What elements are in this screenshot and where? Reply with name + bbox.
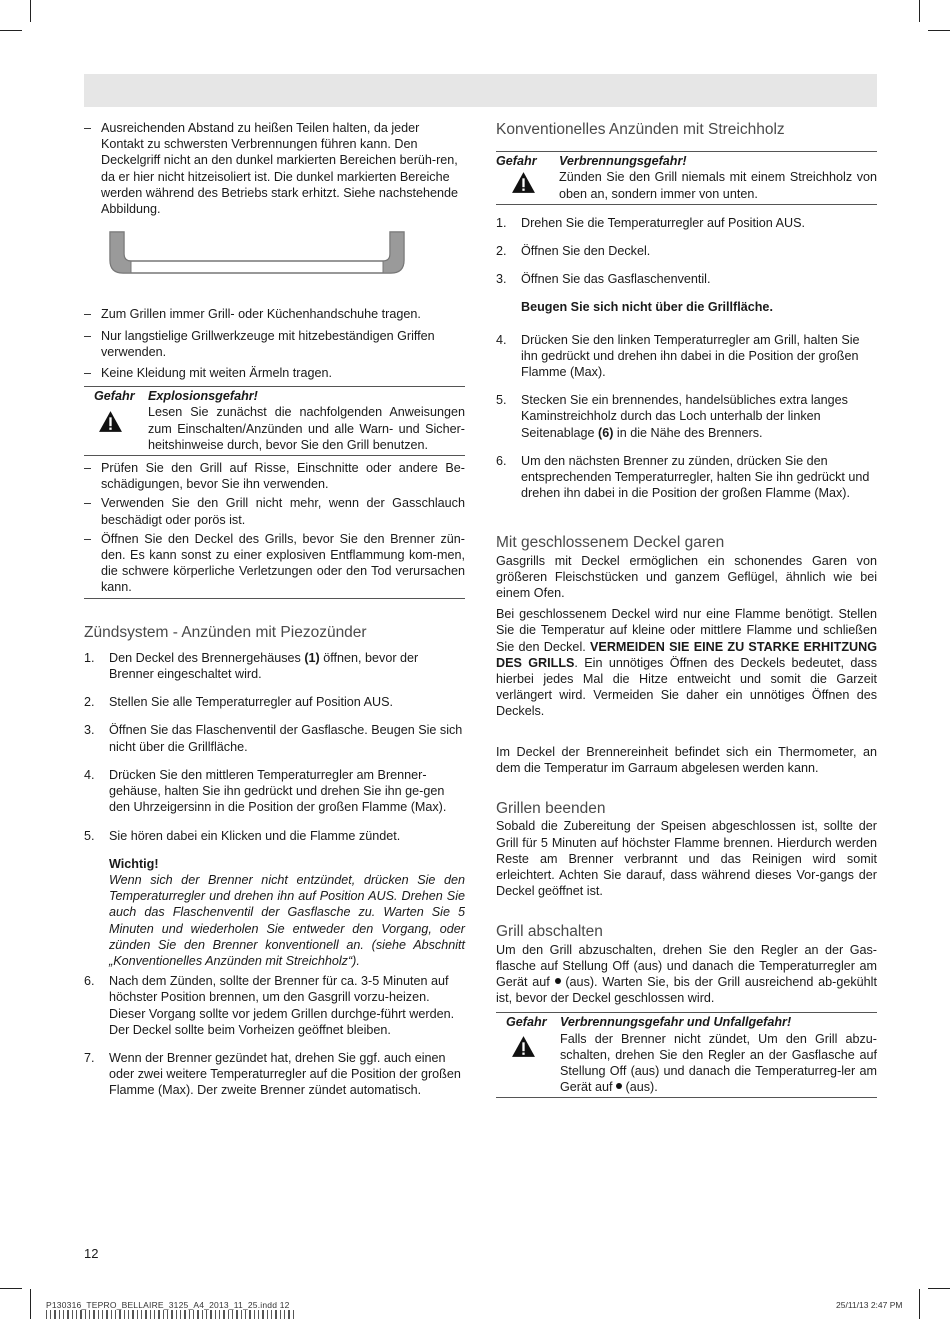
step-number: 1. (84, 650, 95, 665)
footer-filename: P130316_TEPRO_BELLAIRE_3125_A4_2013_11_25.indd 12 (46, 1300, 290, 1310)
list-item-text: Ausreichenden Abstand zu heißen Teilen halten, da jeder Kontakt zu schwersten Verbrennungen führen kann. Den Deckelgriff nicht an den dunkel markierten Bereichen berüh-ren, da er hier nicht hitzeisoliert ist. Die dunkel markierten Bereiche werden während des Betriebs stark erhitzt. Siehe nachstehende Abbildung. (101, 121, 459, 217)
warning-triangle-icon (98, 410, 123, 433)
paragraph-text: . Ein unnötiges Öffnen des Deckels bedeutet, dass hierbei jedes Mal die Hitze entweicht und somit die Garzeit verlängert wird. Vermeiden Sie daher ein unnötiges Öffnen des Deckels. (496, 655, 877, 719)
print-registration-bars (46, 1310, 298, 1319)
step-item (84, 767, 465, 816)
step-text: in die Nähe des Brenners. (613, 425, 763, 440)
list-item: – Öffnen Sie den Deckel des Grills, bevor Sie den Brenner zün-den. Es kann sonst zu einer explosiven Entflammung kom-men, die schwere körperliche Verletzungen oder den Tod verursachen kann. (84, 531, 465, 595)
step-number: 7. (84, 1050, 95, 1065)
step-ref: (6) (598, 425, 614, 440)
warning-body-text: (aus). (622, 1080, 658, 1095)
step-number: 4. (84, 767, 95, 782)
step-text: Um den nächsten Brenner zu zünden, drücken Sie den entsprechenden Temperaturregler, halten Sie ihn gedrückt und drehen ihn dabei in die Position der großen Flamme (Max). (521, 453, 870, 501)
lid-handle-figure (108, 230, 406, 275)
step-number: 3. (84, 723, 95, 738)
paragraph-text: (aus). Warten Sie, bis der Grill ausreichend ab-gekühlt ist, bevor der Deckel geschlossen wird. (496, 974, 877, 1006)
warning-title: Verbrennungsgefahr und Unfallgefahr! (560, 1015, 792, 1030)
list-item: – Prüfen Sie den Grill auf Risse, Einschnitte oder andere Be-schädigungen, bevor Sie ihn verwenden. (84, 461, 465, 492)
step-text: Öffnen Sie den Deckel. (521, 244, 651, 259)
step-text: Sie hören dabei ein Klicken und die Flamme zündet. (109, 828, 401, 843)
step-note: Beugen Sie sich nicht über die Grillfläche. (521, 300, 773, 315)
warning-body-text: Falls der Brenner nicht zündet, Um den Grill abzu-schalten, drehen Sie den Regler an der Gasflasche auf Stellung Off (aus) und danach die Temperaturreg-ler am Gerät auf (560, 1031, 877, 1095)
section-heading-piezo: Zündsystem - Anzünden mit Piezozünder (84, 623, 367, 641)
paragraph (496, 606, 877, 719)
paragraph: Gasgrills mit Deckel ermöglichen ein schonendes Garen von größeren Fleischstücken und ganzem Geflügel, ähnlich wie bei einem Ofen. (496, 553, 877, 601)
step-item (496, 453, 877, 502)
step-text: Stecken Sie ein brennendes, handelsübliches extra langes Kaminstreichholz durch das Loch unterhalb der linken Seitenablage (521, 393, 848, 440)
important-note (84, 856, 465, 969)
paragraph: Im Deckel der Brennereinheit befindet sich ein Thermometer, an dem die Temperatur im Garraum abgelesen werden kann. (496, 744, 877, 775)
list-item-text: Nur langstielige Grillwerkzeuge mit hitzebeständigen Griffen verwenden. (101, 328, 435, 359)
step-text: Drehen Sie die Temperaturregler auf Position AUS. (521, 215, 805, 230)
important-text: Wenn sich der Brenner nicht entzündet, drücken Sie den Temperaturregler und drehen ihn auf Position AUS. Drehen Sie auch das Flaschenventil der Gasflasche zu. Warten Sie 5 Minuten und wiederholen Sie entweder den Vorgang, oder zünden Sie den Brenner konventionell an. (siehe Abschnitt „Konventionelles Anzünden mit Streichholz“). (109, 872, 465, 968)
list-item-text: Verwenden Sie den Grill nicht mehr, wenn der Gasschlauch beschädigt oder porös ist. (101, 496, 465, 527)
paragraph (496, 942, 877, 1007)
step-number: 4. (496, 332, 507, 347)
crop-mark (30, 0, 31, 22)
warning-list (84, 456, 465, 599)
step-text: öffnen, bevor der Brenner eingeschaltet wird. (109, 650, 419, 682)
warning-title: Verbrennungsgefahr! (559, 154, 687, 169)
step-item (84, 650, 465, 682)
step-item (496, 243, 877, 259)
step-item (496, 392, 877, 441)
crop-mark (919, 0, 920, 22)
step-number: 6. (496, 453, 507, 468)
right-column (496, 120, 877, 1098)
warning-triangle-icon (511, 171, 536, 194)
left-column (84, 120, 465, 1099)
step-text: Nach dem Zünden, sollte der Brenner für ca. 3-5 Minuten auf höchster Position brennen, um den Gasgrill vorzu-heizen. Dieser Vorgang sollte vor jedem Grillen durchge-führt werden. Der Deckel sollte beim Vorheizen geöffnet bleiben. (109, 974, 455, 1037)
warning-label: Gefahr (496, 154, 537, 169)
step-text: Öffnen Sie das Gasflaschenventil. (521, 272, 711, 287)
list-item-text: Prüfen Sie den Grill auf Risse, Einschnitte oder andere Be-schädigungen, bevor Sie ihn verwenden. (101, 461, 465, 492)
warning-box-burn-accident (496, 1012, 877, 1098)
warning-body (560, 1031, 877, 1096)
footer-date: 25/11/13 2:47 PM (836, 1300, 903, 1310)
step-text: Öffnen Sie das Flaschenventil der Gasflasche. Beugen Sie sich nicht über die Grillfläche. (109, 723, 463, 754)
step-number: 1. (496, 215, 507, 230)
step-item (84, 722, 465, 754)
step-item (496, 332, 877, 381)
list-item: – Ausreichenden Abstand zu heißen Teilen halten, da jeder Kontakt zu schwersten Verbrennungen führen kann. Den Deckelgriff nicht an den dunkel markierten Bereichen berüh-ren, da er hier nicht hitzeisoliert ist. Die dunkel markierten Bereiche werden während des Betriebs stark erhitzt. Siehe nachstehende Abbildung. (84, 121, 459, 217)
list-item-text: Keine Kleidung mit weiten Ärmeln tragen. (101, 366, 333, 381)
crop-mark (928, 30, 950, 31)
warning-body: Lesen Sie zunächst die nachfolgenden Anweisungen zum Einschalten/Anzünden und alle Warn- und Sicher-heitshinweise durch, bevor Sie den Grill benutzen. (148, 405, 465, 452)
list-item: – Nur langstielige Grillwerkzeuge mit hitzebeständigen Griffen verwenden. (84, 328, 435, 359)
step-number: 2. (496, 244, 507, 259)
paragraph-text: Bei geschlossenem Deckel wird nur eine Flamme benötigt. Stellen Sie die Temperatur auf kleine oder mittlere Flamme und schließen Sie den Deckel. (496, 607, 877, 654)
step-text: Wenn der Brenner gezündet hat, drehen Sie ggf. auch einen oder zwei weitere Temperaturregler auf die Position der großen Flamme (Max). Der zweite Brenner zündet automatisch. (109, 1050, 461, 1098)
crop-mark (928, 1288, 950, 1289)
list-item-text: Öffnen Sie den Deckel des Grills, bevor Sie den Brenner zün-den. Es kann sonst zu einer explosiven Entflammung kom-men, die schwere körperliche Verletzungen oder den Tod verursachen kann. (101, 531, 465, 595)
step-text: Drücken Sie den mittleren Temperaturregler am Brenner-gehäuse, halten Sie ihn gedrückt und drehen Sie ihn ge-gen den Uhrzeigersinn in die Position der großen Flamme (Max). (109, 767, 447, 815)
step-text: Den Deckel des Brennergehäuses (109, 650, 305, 665)
step-number: 5. (84, 828, 95, 843)
step-item (496, 271, 877, 287)
step-number: 6. (84, 974, 95, 989)
section-heading-closed-lid: Mit geschlossenem Deckel garen (496, 534, 725, 552)
crop-mark (30, 1289, 31, 1319)
list-item: – Zum Grillen immer Grill- oder Küchenhandschuhe tragen. (84, 307, 421, 322)
step-item (496, 215, 877, 231)
paragraph: Sobald die Zubereitung der Speisen abgeschlossen ist, sollte der Grill für 5 Minuten auf höchster Flamme brennen. Hierdurch werden Reste am Brenner verbrannt und das Reinigen wird somit erleichtert. Achten Sie darauf, dass während dieses Vor-gangs der Deckel geöffnet ist. (496, 819, 877, 899)
step-item (84, 828, 465, 844)
list-item: – Keine Kleidung mit weiten Ärmeln tragen. (84, 366, 333, 381)
step-item (84, 1050, 465, 1099)
paragraph-emphasis: VERMEIDEN SIE EINE ZU STARKE ERHITZUNG DES GRILLS (496, 639, 877, 670)
step-text: Drücken Sie den linken Temperaturregler am Grill, halten Sie ihn gedrückt und drehen ihn dabei in die Position der großen Flamme (Max). (521, 332, 860, 380)
step-number: 5. (496, 393, 507, 408)
paragraph-text: Um den Grill abzuschalten, drehen Sie den Regler an der Gas-flasche auf Stellung Off (aus) und danach die Temperaturregler am Gerät auf (496, 942, 877, 989)
section-heading-end: Grillen beenden (496, 800, 606, 818)
step-item (84, 973, 465, 1038)
crop-mark (919, 1289, 920, 1319)
step-number: 3. (496, 272, 507, 287)
step-text: Stellen Sie alle Temperaturregler auf Position AUS. (109, 695, 393, 710)
section-heading-match: Konventionelles Anzünden mit Streichholz (496, 121, 785, 138)
list-item-text: Zum Grillen immer Grill- oder Küchenhandschuhe tragen. (101, 307, 421, 322)
crop-mark (0, 30, 22, 31)
warning-label: Gefahr (506, 1015, 547, 1030)
page-number: 12 (84, 1246, 99, 1261)
step-ref: (1) (304, 650, 320, 665)
important-label: Wichtig! (109, 856, 159, 871)
step-item (84, 694, 465, 710)
warning-body: Zünden Sie den Grill niemals mit einem Streichholz von oben an, sondern immer von unten. (559, 170, 877, 201)
warning-box-explosion (84, 386, 465, 456)
step-number: 2. (84, 695, 95, 710)
warning-title: Explosionsgefahr! (148, 389, 258, 404)
list-item: – Verwenden Sie den Grill nicht mehr, wenn der Gasschlauch beschädigt oder porös ist. (84, 496, 465, 527)
warning-triangle-icon (511, 1035, 536, 1058)
warning-label: Gefahr (94, 389, 135, 404)
crop-mark (0, 1288, 22, 1289)
section-heading-off: Grill abschalten (496, 923, 603, 941)
warning-box-burn (496, 151, 877, 205)
header-bar (84, 74, 877, 107)
